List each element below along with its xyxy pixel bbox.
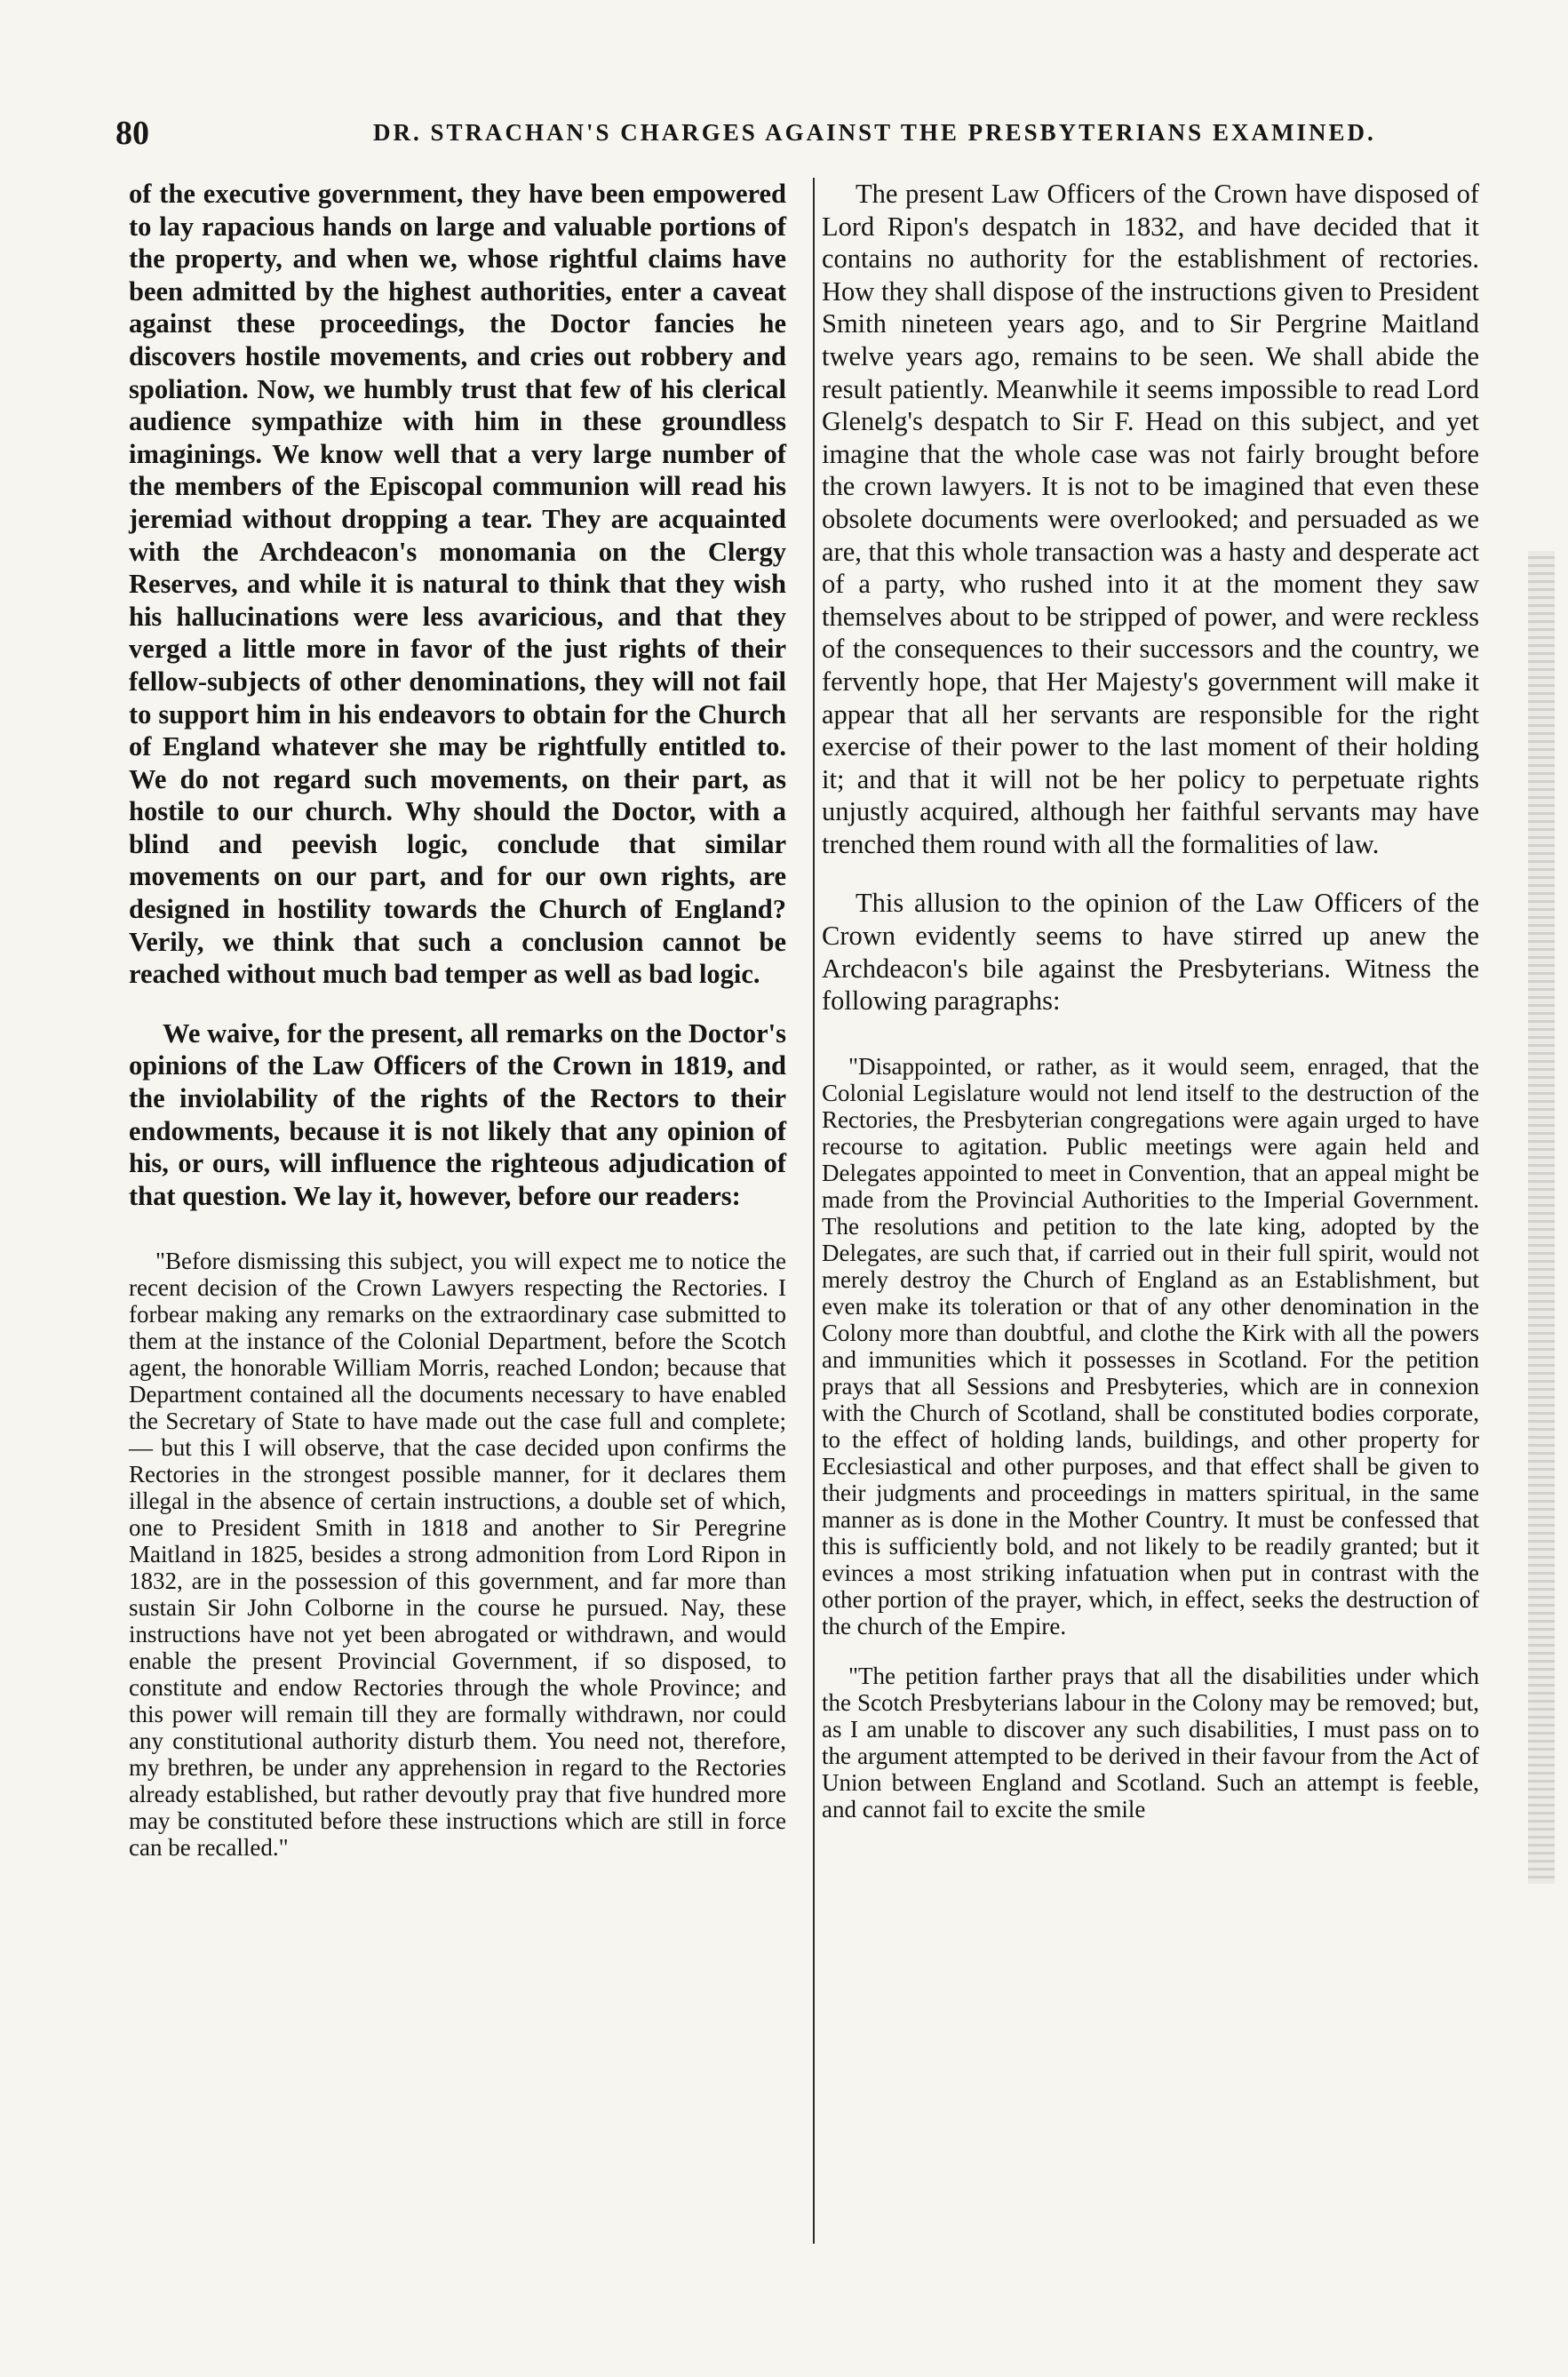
left-column xyxy=(129,178,786,1861)
right-quote-2: "The petition farther prays that all the disabilities under which the Scotch Presbyterians labour in the Colony may be removed; but, as I am unable to discover any such disabilities, I must pass on to the argument attempted to be derived in their favour from the Act of Union between England and Scotland. Such an attempt is feeble, and cannot fail to excite the smile xyxy=(822,1662,1479,1823)
right-quote-1: "Disappointed, or rather, as it would seem, enraged, that the Colonial Legislature would not lend itself to the destruction of the Rectories, the Presbyterian congregations were again urged to have recourse to agitation. Public meetings were again held and Delegates appointed to meet in Convention, that an appeal might be made from the Provincial Authorities to the Imperial Government. The resolutions and petition to the late king, adopted by the Delegates, are such that, if carried out in their full spirit, would not merely destroy the Church of England as an Establishment, but even make its toleration or that of any other denomination in the Colony more than doubtful, and clothe the Kirk with all the powers and immunities which it possesses in Scotland. For the petition prays that all Sessions and Presbyteries, which are in connexion with the Church of Scotland, shall be constituted bodies corporate, to the effect of holding lands, buildings, and other property for Ecclesiastical and other purposes, and that effect shall be given to their judgments and proceedings in matters spiritual, in the same manner as is done in the Mother Country. It must be confessed that this is sufficiently bold, and not likely to be readily granted; but it evinces a most striking infatuation when put in contrast with the other portion of the prayer, which, in effect, seeks the destruction of the church of the Empire. xyxy=(822,1052,1479,1639)
left-paragraph-2: We waive, for the present, all remarks on the Doctor's opinions of the Law Officers of the Crown in 1819, and the inviolability of the rights of the Rectors to their endowments, because it is not likely that any opinion of his, or ours, will influence the righteous adjudication of that question. We lay it, however, before our readers: xyxy=(129,1017,786,1211)
left-quote-1: "Before dismissing this subject, you will expect me to notice the recent decision of the Crown Lawyers respecting the Rectories. I forbear making any remarks on the extraordinary case submitted to them at the instance of the Colonial Department, before the Scotch agent, the honorable William Morris, reached London; because that Department contained all the documents necessary to have enabled the Secretary of State to have made out the case full and complete;— but this I will observe, that the case decided upon confirms the Rectories in the strongest possible manner, for it declares them illegal in the absence of certain instructions, a double set of which, one to President Smith in 1818 and another to Sir Peregrine Maitland in 1825, besides a strong admonition from Lord Ripon in 1832, are in the possession of this government, and far more than sustain Sir John Colborne in the course he pursued. Nay, these instructions have not yet been abrogated or withdrawn, and would enable the present Provincial Government, if so disposed, to constitute and endow Rectories through the whole Province; and this power will remain till they are formally withdrawn, nor could any constitutional authority disturb them. You need not, therefore, my brethren, be under any apprehension in regard to the Rectories already established, but rather devoutly pray that five hundred more may be constituted before these instructions which are still in force can be recalled." xyxy=(129,1248,786,1862)
column-divider xyxy=(813,178,815,2244)
right-paragraph-1: The present Law Officers of the Crown have disposed of Lord Ripon's despatch in 1832, and have decided that it contains no authority for the establishment of rectories. How they shall dispose of the instructions given to President Smith nineteen years ago, and to Sir Pergrine Maitland twelve years ago, remains to be seen. We shall abide the result patiently. Meanwhile it seems impossible to read Lord Glenelg's despatch to Sir F. Head on this subject, and yet imagine that the whole case was not fairly brought before the crown lawyers. It is not to be imagined that even these obsolete documents were overlooked; and persuaded as we are, that this whole transaction was a hasty and desperate act of a party, who rushed into it at the moment they saw themselves about to be stripped of power, and were reckless of the consequences to their successors and the country, we fervently hope, that Her Majesty's government will make it appear that all her servants are responsible for the right exercise of their power to the last moment of their holding it; and that it will not be her policy to perpetuate rights unjustly acquired, although her faithful servants may have trenched them round with all the formalities of law. xyxy=(822,179,1479,859)
page-header xyxy=(115,114,1484,158)
running-title: DR. STRACHAN'S CHARGES AGAINST THE PRESBYTERIANS EXAMINED. xyxy=(373,119,1376,146)
right-quotation xyxy=(822,1053,1479,1823)
right-paragraph-2: This allusion to the opinion of the Law Officers of the Crown evidently seems to have stirred up anew the Archdeacon's bile against the Presbyterians. Witness the following paragraphs: xyxy=(822,888,1479,1017)
right-column xyxy=(822,178,1479,1823)
left-quotation xyxy=(129,1248,786,1861)
left-paragraph-1: of the executive government, they have been empowered to lay rapacious hands on large and valuable portions of the property, and when we, whose rightful claims have been admitted by the highest authorities, enter a caveat against these proceedings, the Doctor fancies he discovers hostile movements, and cries out robbery and spoliation. Now, we humbly trust that few of his clerical audience sympathize with him in these groundless imaginings. We know well that a very large number of the members of the Episcopal communion will read his jeremiad without dropping a tear. They are acquainted with the Archdeacon's monomania on the Clergy Reserves, and while it is natural to think that they wish his hallucinations were less avaricious, and that they verged a little more in favor of the just rights of their fellow-subjects of other denominations, they will not fail to support him in his endeavors to obtain for the Church of England whatever she may be rightfully entitled to. We do not regard such movements, on their part, as hostile to our church. Why should the Doctor, with a blind and peevish logic, conclude that similar movements on our part, and for our own rights, are designed in hostility towards the Church of England? Verily, we think that such a conclusion cannot be reached without much bad temper as well as bad logic. xyxy=(129,179,786,990)
scan-edge-marks xyxy=(1528,551,1555,1884)
page-number: 80 xyxy=(115,115,149,152)
